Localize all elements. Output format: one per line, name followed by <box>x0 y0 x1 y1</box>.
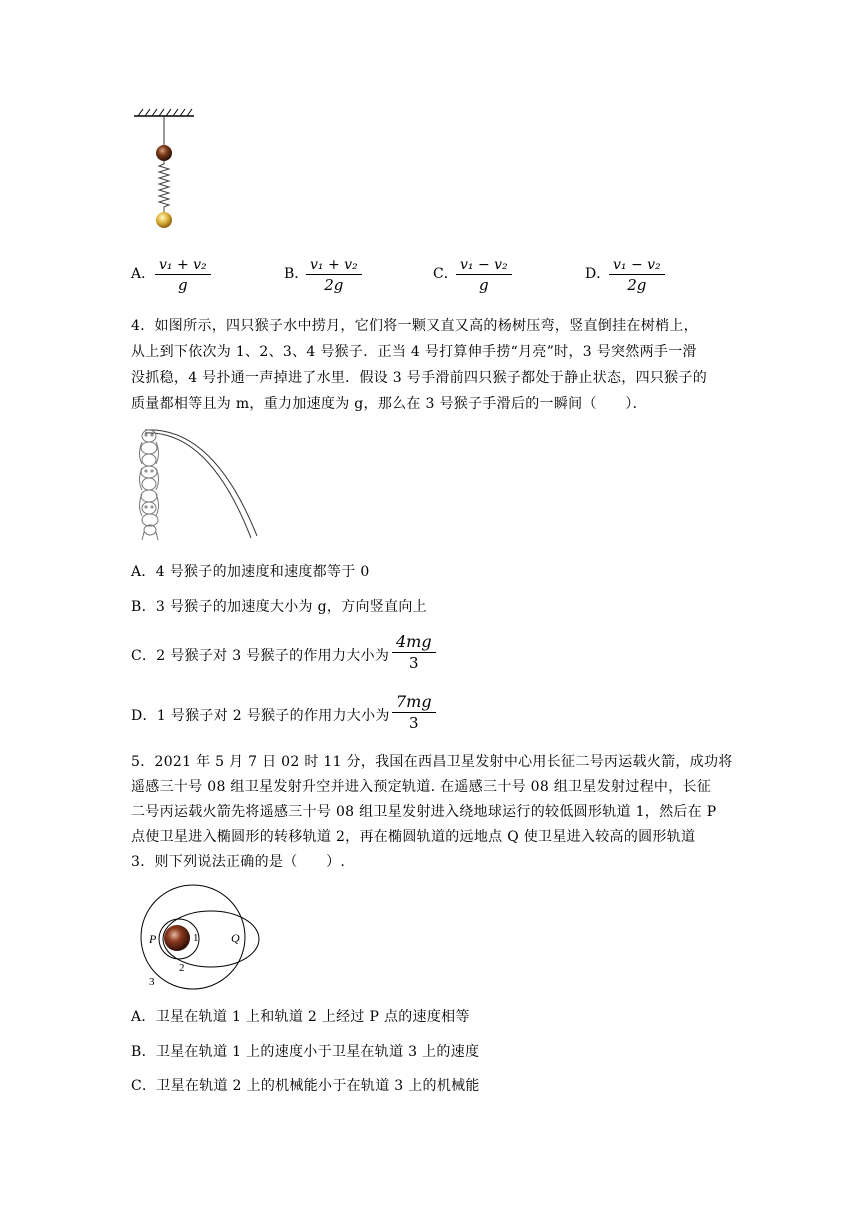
orbit-label-p: P <box>149 932 157 946</box>
q4-option-c-text: C．2 号猴子对 3 号猴子的作用力大小为 <box>131 648 390 664</box>
q5-option-b: B．卫星在轨道 1 上的速度小于卫星在轨道 3 上的速度 <box>131 1044 480 1060</box>
q4-option-b: B．3 号猴子的加速度大小为 g，方向竖直向上 <box>131 599 427 615</box>
q5-line: 3．则下列说法正确的是（ ）. <box>131 854 346 870</box>
spring-mass-figure <box>130 108 200 238</box>
q4-option-d-text: D．1 号猴子对 2 号猴子的作用力大小为 <box>131 708 390 724</box>
q3-option-c-fraction: v₁ − v₂ g <box>456 256 512 295</box>
q4-option-c-fraction: 4mg 3 <box>392 632 436 673</box>
q4-option-a: A．4 号猴子的加速度和速度都等于 0 <box>131 564 370 580</box>
q5-line: 二号丙运载火箭先将遥感三十号 08 组卫星发射进入绕地球运行的较低圆形轨道 1，然后在 P <box>131 804 717 820</box>
q4-option-d-fraction: 7mg 3 <box>392 692 436 733</box>
orbit-label-2: 2 <box>179 962 185 974</box>
q3-option-b-letter: B． <box>284 266 309 282</box>
q4-line: 4．如图所示，四只猴子水中捞月，它们将一颗又直又高的杨树压弯，竖直倒挂在树梢上， <box>131 318 698 334</box>
q3-option-c-letter: C． <box>433 266 458 282</box>
q4-line: 质量都相等且为 m，重力加速度为 g，那么在 3 号猴子手滑后的一瞬间（ ）． <box>131 396 647 412</box>
q4-stem <box>131 313 751 417</box>
orbit-label-3: 3 <box>149 976 155 988</box>
q5-line: 点使卫星进入椭圆形的转移轨道 2，再在椭圆轨道的远地点 Q 使卫星进入较高的圆形轨道 <box>131 829 696 845</box>
q4-line: 没抓稳，4 号扑通一声掉进了水里．假设 3 号手滑前四只猴子都处于静止状态，四只猴子的 <box>131 370 708 386</box>
q4-line: 从上到下依次为 1、2、3、4 号猴子．正当 4 号打算伸手捞“月亮”时，3 号突然两手一滑 <box>131 344 697 360</box>
q3-option-d-fraction: v₁ − v₂ 2g <box>609 256 665 295</box>
q3-option-a-letter: A． <box>131 266 156 282</box>
q3-option-b-fraction: v₁ + v₂ 2g <box>306 256 362 295</box>
q5-option-c: C．卫星在轨道 2 上的机械能小于在轨道 3 上的机械能 <box>131 1078 480 1094</box>
monkeys-tree-figure <box>133 424 265 542</box>
q5-line: 5．2021 年 5 月 7 日 02 时 11 分，我国在西昌卫星发射中心用长征二号丙运载火箭，成功将 <box>131 754 733 770</box>
q5-line: 遥感三十号 08 组卫星发射升空并进入预定轨道. 在遥感三十号 08 组卫星发射过程中，长征 <box>131 779 712 795</box>
q3-option-a-fraction: v₁ + v₂ g <box>155 256 211 295</box>
q5-option-a: A．卫星在轨道 1 上和轨道 2 上经过 P 点的速度相等 <box>131 1009 470 1025</box>
orbit-label-1: 1 <box>193 932 199 944</box>
orbit-diagram <box>133 880 263 992</box>
q5-stem <box>131 750 751 875</box>
q3-option-d-letter: D． <box>585 266 611 282</box>
orbit-label-q: Q <box>231 931 240 945</box>
